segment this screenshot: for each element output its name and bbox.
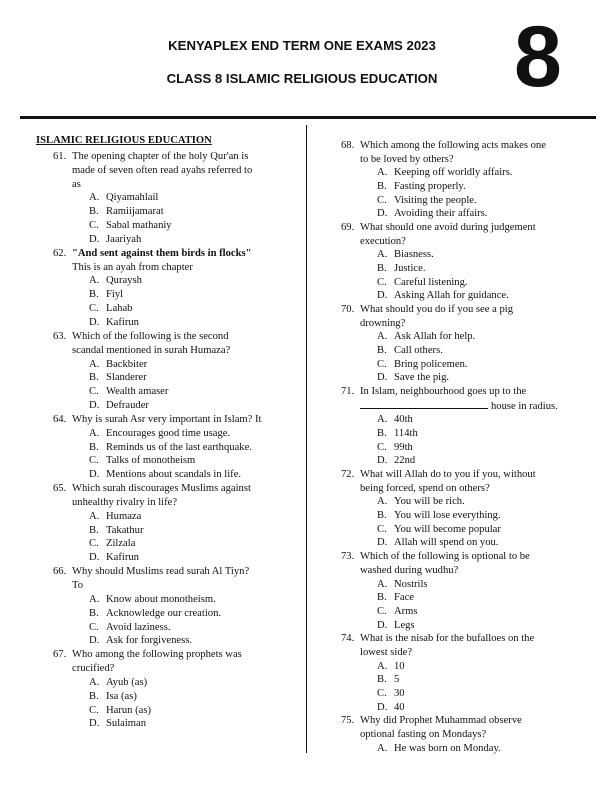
option-text: 22nd: [394, 455, 416, 467]
option-text: Biasness.: [394, 249, 434, 261]
quoted-ayah: "And sent against them birds in flocks": [72, 247, 252, 259]
question-stem-line: [53, 247, 304, 261]
question: [341, 468, 601, 550]
answer-option: [53, 233, 304, 247]
answer-option: [53, 676, 304, 690]
option-text: Call others.: [394, 345, 443, 357]
answer-option: [53, 385, 304, 399]
question-stem-line: Which surah discourages Muslims against: [72, 483, 251, 495]
option-text: Face: [394, 592, 414, 604]
question-stem-line: Why is surah Asr very important in Islam? It: [72, 413, 262, 425]
answer-option: [341, 495, 601, 509]
question: [341, 632, 601, 714]
option-letter: C.: [89, 455, 99, 467]
question: [341, 385, 601, 468]
option-text: 30: [394, 687, 405, 699]
answer-option: [341, 413, 601, 427]
answer-option: [341, 166, 601, 180]
option-letter: C.: [89, 220, 99, 232]
answer-option: [341, 180, 601, 194]
option-letter: D.: [89, 316, 100, 328]
question-stem-line: Who among the following prophets was: [72, 649, 242, 661]
answer-option: [341, 536, 601, 550]
option-letter: A.: [89, 593, 100, 605]
option-letter: C.: [89, 621, 99, 633]
question-number: 72.: [341, 469, 355, 481]
option-text: Ayub (as): [106, 676, 148, 688]
option-text: Reminds us of the last earthquake.: [106, 441, 252, 453]
option-letter: C.: [89, 303, 99, 315]
option-text: Takathur: [106, 524, 144, 536]
column-divider: [306, 125, 307, 753]
option-letter: A.: [377, 249, 388, 261]
option-text: You will lose everything.: [394, 510, 501, 522]
answer-option: [53, 288, 304, 302]
question-list-left: [36, 150, 304, 731]
question-number: 69.: [341, 222, 355, 234]
answer-option: [341, 289, 601, 303]
option-letter: C.: [89, 538, 99, 550]
option-letter: D.: [377, 537, 388, 549]
answer-option: [341, 673, 601, 687]
option-letter: B.: [377, 345, 387, 357]
question-stem-line: Which of the following is optional to be: [360, 551, 530, 563]
option-text: Bring policemen.: [394, 358, 468, 370]
question: [53, 247, 304, 330]
answer-option: [341, 509, 601, 523]
answer-option: [53, 219, 304, 233]
question-stem-line: scandal mentioned in surah Humaza?: [72, 344, 231, 356]
question-stem-line: Why did Prophet Muhammad observe: [360, 715, 522, 727]
answer-option: [53, 704, 304, 718]
option-text: Asking Allah for guidance.: [394, 290, 509, 302]
option-letter: C.: [377, 276, 387, 288]
option-text: Allah will spend on you.: [394, 537, 499, 549]
question: [53, 482, 304, 565]
question-number: 74.: [341, 633, 355, 645]
answer-option: [53, 316, 304, 330]
answer-option: [341, 701, 601, 715]
option-letter: D.: [89, 469, 100, 481]
question-stem-line: What should you do if you see a pig: [360, 304, 513, 316]
option-letter: A.: [377, 331, 388, 343]
question-number: 64.: [53, 413, 67, 425]
answer-option: [53, 607, 304, 621]
option-letter: D.: [377, 290, 388, 302]
answer-option: [53, 621, 304, 635]
option-letter: A.: [89, 510, 100, 522]
question: [53, 413, 304, 482]
option-letter: A.: [89, 676, 100, 688]
option-letter: B.: [377, 428, 387, 440]
option-letter: B.: [89, 690, 99, 702]
question-stem-line: The opening chapter of the holy Qur'an is: [72, 150, 249, 162]
question-stem-line: optional fasting on Mondays?: [360, 728, 487, 740]
question-stem-line: lowest side?: [360, 646, 413, 658]
question-stem-line: Which of the following is the second: [72, 330, 229, 342]
question-stem-line: crucified?: [72, 663, 115, 675]
exam-title: KENYAPLEX END TERM ONE EXAMS 2023: [168, 38, 436, 53]
option-letter: D.: [377, 701, 388, 713]
answer-option: [341, 276, 601, 290]
question: [341, 714, 601, 755]
question-number: 61.: [53, 150, 67, 162]
option-letter: B.: [377, 510, 387, 522]
header-rule: [20, 116, 596, 119]
answer-option: [341, 742, 601, 756]
left-column: [36, 134, 304, 731]
option-letter: A.: [89, 427, 100, 439]
option-text: 40th: [394, 414, 413, 426]
option-text: Kafirun: [106, 552, 139, 564]
question: [341, 139, 601, 221]
blank-suffix: house in radius.: [491, 400, 558, 412]
option-letter: B.: [89, 206, 99, 218]
option-letter: D.: [377, 619, 388, 631]
answer-option: [53, 510, 304, 524]
answer-option: [53, 427, 304, 441]
answer-option: [53, 690, 304, 704]
answer-option: [53, 302, 304, 316]
question-number: 75.: [341, 715, 355, 727]
option-letter: D.: [377, 455, 388, 467]
question: [341, 550, 601, 632]
question: [53, 648, 304, 731]
answer-option: [341, 194, 601, 208]
answer-option: [341, 344, 601, 358]
answer-option: [341, 660, 601, 674]
option-text: You will be rich.: [394, 496, 465, 508]
question-stem-line: This is an ayah from chapter: [72, 261, 193, 273]
option-text: Lahab: [106, 303, 133, 315]
option-text: Humaza: [106, 510, 142, 522]
option-text: Sabal mathaniy: [106, 220, 172, 232]
option-letter: C.: [377, 194, 387, 206]
option-text: Qiyamahlail: [106, 192, 159, 204]
answer-option: [53, 524, 304, 538]
answer-option: [53, 274, 304, 288]
option-text: Jaariyah: [106, 233, 142, 245]
option-letter: D.: [89, 552, 100, 564]
answer-option: [341, 578, 601, 592]
question: [53, 330, 304, 413]
option-letter: D.: [377, 208, 388, 220]
question-stem-line: drowning?: [360, 317, 406, 329]
option-text: Arms: [394, 605, 418, 617]
answer-option: [53, 468, 304, 482]
question-stem-line: made of seven often read ayahs referred to: [72, 164, 253, 176]
answer-option: [341, 454, 601, 468]
answer-option: [341, 687, 601, 701]
question-number: 63.: [53, 330, 67, 342]
option-text: Keeping off worldly affairs.: [394, 167, 513, 179]
option-letter: B.: [377, 263, 387, 275]
option-text: Zilzala: [106, 538, 136, 550]
question-stem-line: washed during wudhu?: [360, 564, 459, 576]
option-text: Justice.: [394, 263, 426, 275]
answer-option: [341, 358, 601, 372]
question-number: 68.: [341, 140, 355, 151]
option-letter: C.: [377, 358, 387, 370]
option-text: 114th: [394, 428, 418, 440]
option-letter: C.: [377, 523, 387, 535]
answer-option: [53, 371, 304, 385]
option-text: He was born on Monday.: [394, 742, 501, 754]
answer-option: [341, 207, 601, 221]
answer-option: [341, 248, 601, 262]
question-stem-line: execution?: [360, 235, 406, 247]
answer-option: [341, 427, 601, 441]
question-number: 62.: [53, 247, 67, 259]
option-letter: A.: [89, 192, 100, 204]
answer-option: [341, 262, 601, 276]
option-text: Mentions about scandals in life.: [106, 469, 242, 481]
question-list-right: [341, 139, 601, 755]
question: [341, 303, 601, 385]
option-text: Legs: [394, 619, 415, 631]
question: [341, 221, 601, 303]
option-letter: C.: [89, 386, 99, 398]
option-letter: B.: [89, 607, 99, 619]
answer-option: [341, 619, 601, 633]
option-letter: C.: [377, 687, 387, 699]
question-stem-line: In Islam, neighbourhood goes up to the: [360, 386, 527, 398]
answer-option: [53, 537, 304, 551]
question-stem-line: To: [72, 580, 84, 591]
option-letter: C.: [377, 441, 387, 453]
answer-option: [341, 441, 601, 455]
question-number: 67.: [53, 649, 67, 661]
option-text: Avoid laziness.: [106, 621, 171, 633]
option-text: Talks of monotheism: [106, 455, 196, 467]
answer-option: [53, 717, 304, 731]
question-number: 73.: [341, 551, 355, 563]
option-letter: A.: [377, 578, 388, 590]
option-text: Kafirun: [106, 316, 139, 328]
option-letter: A.: [377, 660, 388, 672]
answer-option: [53, 454, 304, 468]
option-letter: B.: [377, 592, 387, 604]
option-letter: B.: [89, 289, 99, 301]
option-letter: A.: [89, 275, 100, 287]
right-column: [341, 139, 601, 755]
option-text: Fiyl: [106, 289, 124, 301]
option-letter: C.: [377, 605, 387, 617]
option-text: Ramiijamarat: [106, 206, 164, 218]
question-number: 70.: [341, 304, 355, 316]
option-text: Nostrils: [394, 578, 428, 590]
question-stem-line: as: [72, 178, 81, 190]
fill-in-blank-line: [341, 399, 601, 414]
option-letter: C.: [89, 704, 99, 716]
option-text: Defrauder: [106, 400, 149, 412]
answer-option: [341, 605, 601, 619]
answer-option: [341, 523, 601, 537]
option-text: Save the pig.: [394, 372, 450, 384]
option-text: 99th: [394, 441, 413, 453]
answer-option: [53, 593, 304, 607]
question-stem-line: Why should Muslims read surah Al Tiyn?: [72, 566, 250, 578]
option-text: 10: [394, 660, 405, 672]
option-letter: B.: [377, 181, 387, 193]
option-text: Isa (as): [106, 690, 137, 702]
option-text: Acknowledge our creation.: [106, 607, 222, 619]
answer-option: [341, 591, 601, 605]
answer-blank: [360, 399, 488, 409]
option-letter: D.: [89, 400, 100, 412]
option-letter: D.: [89, 718, 100, 730]
question: [53, 150, 304, 247]
question-stem-line: to be loved by others?: [360, 153, 454, 165]
option-text: Quraysh: [106, 275, 142, 287]
option-text: Avoiding their affairs.: [394, 208, 488, 220]
option-letter: D.: [89, 635, 100, 647]
option-letter: A.: [89, 358, 100, 370]
option-letter: A.: [377, 742, 388, 754]
question-stem-line: What should one avoid during judgement: [360, 222, 536, 234]
option-text: Ask for forgiveness.: [106, 635, 193, 647]
option-text: 5: [394, 674, 400, 686]
answer-option: [53, 551, 304, 565]
class-number-badge: 8: [514, 9, 562, 105]
option-text: Harun (as): [106, 704, 152, 716]
option-text: Careful listening.: [394, 276, 468, 288]
question-stem-line: What will Allah do to you if you, without: [360, 469, 536, 481]
answer-option: [53, 191, 304, 205]
answer-option: [341, 371, 601, 385]
answer-option: [53, 634, 304, 648]
question: [53, 565, 304, 648]
exam-subtitle: CLASS 8 ISLAMIC RELIGIOUS EDUCATION: [166, 71, 438, 86]
option-text: Sulaiman: [106, 718, 147, 730]
question-number: 66.: [53, 566, 67, 578]
answer-option: [53, 205, 304, 219]
question-stem-line: What is the nisab for the bufalloes on the: [360, 633, 535, 645]
question-stem-line: unhealthy rivalry in life?: [72, 496, 178, 508]
question-stem-line: being forced, spend on others?: [360, 482, 490, 494]
answer-option: [53, 358, 304, 372]
section-title: ISLAMIC RELIGIOUS EDUCATION: [36, 135, 212, 146]
option-letter: A.: [377, 496, 388, 508]
option-letter: D.: [377, 372, 388, 384]
option-letter: D.: [89, 233, 100, 245]
option-letter: B.: [89, 372, 99, 384]
option-letter: B.: [377, 674, 387, 686]
question-number: 71.: [341, 386, 355, 398]
answer-option: [341, 330, 601, 344]
question-stem-line: Which among the following acts makes one: [360, 140, 546, 151]
option-text: 40: [394, 701, 405, 713]
option-text: Wealth amaser: [106, 386, 169, 398]
option-text: You will become popular: [394, 523, 501, 535]
answer-option: [53, 441, 304, 455]
option-letter: A.: [377, 167, 388, 179]
option-text: Ask Allah for help.: [394, 331, 476, 343]
option-text: Know about monotheism.: [106, 593, 216, 605]
question-number: 65.: [53, 483, 67, 495]
option-text: Fasting properly.: [394, 181, 466, 193]
option-letter: B.: [89, 441, 99, 453]
option-text: Encourages good time usage.: [106, 427, 231, 439]
answer-option: [53, 399, 304, 413]
option-text: Slanderer: [106, 372, 147, 384]
option-text: Backbiter: [106, 358, 148, 370]
option-letter: B.: [89, 524, 99, 536]
option-letter: A.: [377, 414, 388, 426]
option-text: Visiting the people.: [394, 194, 477, 206]
